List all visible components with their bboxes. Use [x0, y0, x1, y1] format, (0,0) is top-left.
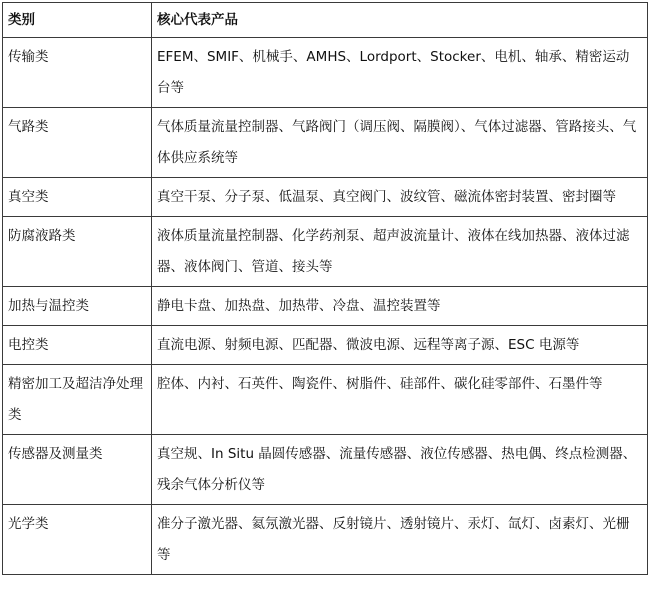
- row-products: 真空干泵、分子泵、低温泵、真空阀门、波纹管、磁流体密封装置、密封圈等: [152, 178, 648, 217]
- row-products: EFEM、SMIF、机械手、AMHS、Lordport、Stocker、电机、轴承、精密运动台等: [152, 38, 648, 108]
- header-category: 类别: [3, 3, 152, 38]
- row-products: 真空规、In Situ 晶圆传感器、流量传感器、液位传感器、热电偶、终点检测器、残余气体分析仪等: [152, 435, 648, 505]
- row-products: 腔体、内衬、石英件、陶瓷件、树脂件、硅部件、碳化硅零部件、石墨件等: [152, 365, 648, 435]
- product-category-table: [2, 2, 648, 575]
- row-category: 精密加工及超洁净处理类: [3, 365, 152, 435]
- table-row: [3, 435, 648, 505]
- table-row: [3, 365, 648, 435]
- row-category: 气路类: [3, 108, 152, 178]
- table-row: [3, 217, 648, 287]
- table-row: [3, 287, 648, 326]
- row-products: 静电卡盘、加热盘、加热带、冷盘、温控装置等: [152, 287, 648, 326]
- row-category: 真空类: [3, 178, 152, 217]
- row-products: 准分子激光器、氦氖激光器、反射镜片、透射镜片、汞灯、氙灯、卤素灯、光栅等: [152, 505, 648, 575]
- table-header-row: [3, 3, 648, 38]
- table-container: [2, 2, 648, 575]
- row-category: 光学类: [3, 505, 152, 575]
- table-row: [3, 326, 648, 365]
- row-category: 加热与温控类: [3, 287, 152, 326]
- table-row: [3, 505, 648, 575]
- row-products: 直流电源、射频电源、匹配器、微波电源、远程等离子源、ESC 电源等: [152, 326, 648, 365]
- row-category: 电控类: [3, 326, 152, 365]
- row-category: 传感器及测量类: [3, 435, 152, 505]
- row-category: 防腐液路类: [3, 217, 152, 287]
- row-products: 气体质量流量控制器、气路阀门（调压阀、隔膜阀）、气体过滤器、管路接头、气体供应系统等: [152, 108, 648, 178]
- table-row: [3, 38, 648, 108]
- table-row: [3, 108, 648, 178]
- header-products: 核心代表产品: [152, 3, 648, 38]
- table-row: [3, 178, 648, 217]
- row-products: 液体质量流量控制器、化学药剂泵、超声波流量计、液体在线加热器、液体过滤器、液体阀门、管道、接头等: [152, 217, 648, 287]
- row-category: 传输类: [3, 38, 152, 108]
